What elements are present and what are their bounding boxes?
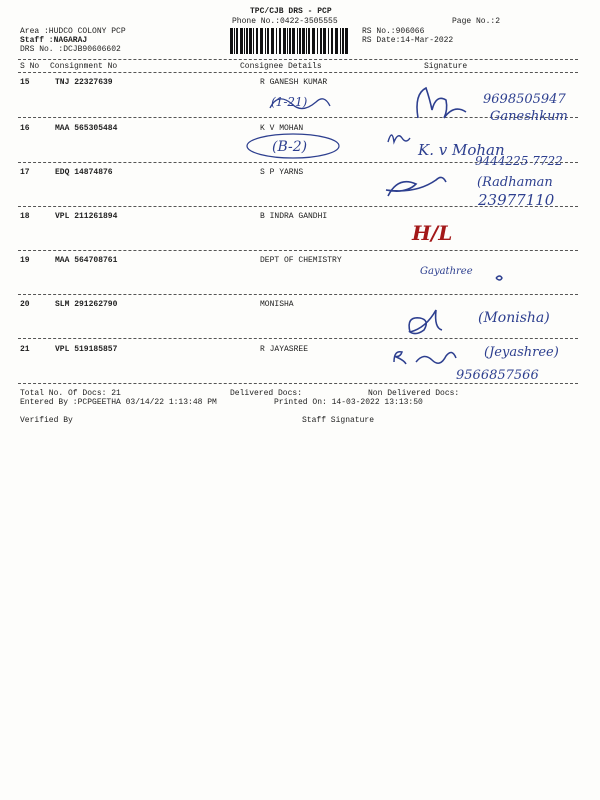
column-header-consignee: Consignee Details	[240, 62, 322, 71]
signature-scribble	[394, 352, 456, 364]
signature-scribble	[417, 88, 466, 118]
row-consignee: K V MOHAN	[260, 124, 304, 133]
row-sno: 19	[20, 256, 30, 265]
column-header-signature: Signature	[424, 62, 468, 71]
total-docs: Total No. Of Docs: 21	[20, 389, 121, 398]
signature-scribble	[409, 310, 442, 334]
row-consignment: SLM 291262790	[55, 300, 118, 309]
column-header-consignment: Consignment No	[50, 62, 118, 71]
handwritten-name: (Radhaman	[477, 175, 553, 190]
row-consignment: EDQ 14874876	[55, 168, 113, 177]
rs-date: RS Date:14-Mar-2022	[362, 36, 454, 45]
handwritten-phone: 9698505947	[483, 92, 566, 107]
signature-scribble	[386, 177, 446, 196]
verified-by: Verified By	[20, 416, 73, 425]
row-consignment: TNJ 22327639	[55, 78, 113, 87]
row-consignment: MAA 564708761	[55, 256, 118, 265]
row-consignment: VPL 519185857	[55, 345, 118, 354]
row-consignee: B INDRA GANDHI	[260, 212, 328, 221]
row-consignee: S P YARNS	[260, 168, 304, 177]
ink-mark	[496, 276, 502, 280]
delivered-docs: Delivered Docs:	[230, 389, 303, 398]
row-consignee: R GANESH KUMAR	[260, 78, 328, 87]
handwritten-phone: 9566857566	[456, 368, 539, 383]
row-sno: 17	[20, 168, 30, 177]
row-sno: 15	[20, 78, 30, 87]
staff-label: Staff :NAGARAJ	[20, 36, 88, 45]
handwritten-phone: 9444225 7722	[475, 154, 563, 168]
handwritten-name: Gayathree	[420, 266, 473, 277]
entered-by: Entered By :PCPGEETHA 03/14/22 1:13:48 PM	[20, 398, 217, 407]
page-number: Page No.:2	[452, 17, 501, 26]
drs-number: DRS No. :DCJB90606602	[20, 45, 121, 54]
row-sno: 20	[20, 300, 30, 309]
staff-signature: Staff Signature	[302, 416, 375, 425]
row-consignment: VPL 211261894	[55, 212, 118, 221]
handwritten-name: (Monisha)	[478, 310, 550, 326]
handwritten-initials: H/L	[412, 221, 453, 245]
area-label: Area :HUDCO COLONY PCP	[20, 27, 126, 36]
row-consignee: R JAYASREE	[260, 345, 309, 354]
handwritten-name: (Jeyashree)	[484, 345, 559, 360]
rs-number: RS No.:906066	[362, 27, 425, 36]
handwritten-phone: 23977110	[478, 191, 555, 209]
column-header-sno: S No	[20, 62, 40, 71]
row-consignee: MONISHA	[260, 300, 294, 309]
handwritten-name: Ganeshkum	[490, 109, 568, 124]
handwritten-note: (B-2)	[272, 139, 308, 155]
document-title: TPC/CJB DRS - PCP	[250, 7, 332, 16]
printed-on: Printed On: 14-03-2022 13:13:50	[274, 398, 423, 407]
row-sno: 21	[20, 345, 30, 354]
phone-number: Phone No.:0422-3505555	[232, 17, 338, 26]
row-consignee: DEPT OF CHEMISTRY	[260, 256, 342, 265]
row-sno: 16	[20, 124, 30, 133]
handwritten-note: (1-21)	[271, 95, 308, 109]
signature-scribble	[388, 135, 410, 142]
handwritten-name: K. v Mohan	[418, 141, 505, 159]
row-sno: 18	[20, 212, 30, 221]
row-consignment: MAA 565305484	[55, 124, 118, 133]
non-delivered-docs: Non Delivered Docs:	[368, 389, 460, 398]
